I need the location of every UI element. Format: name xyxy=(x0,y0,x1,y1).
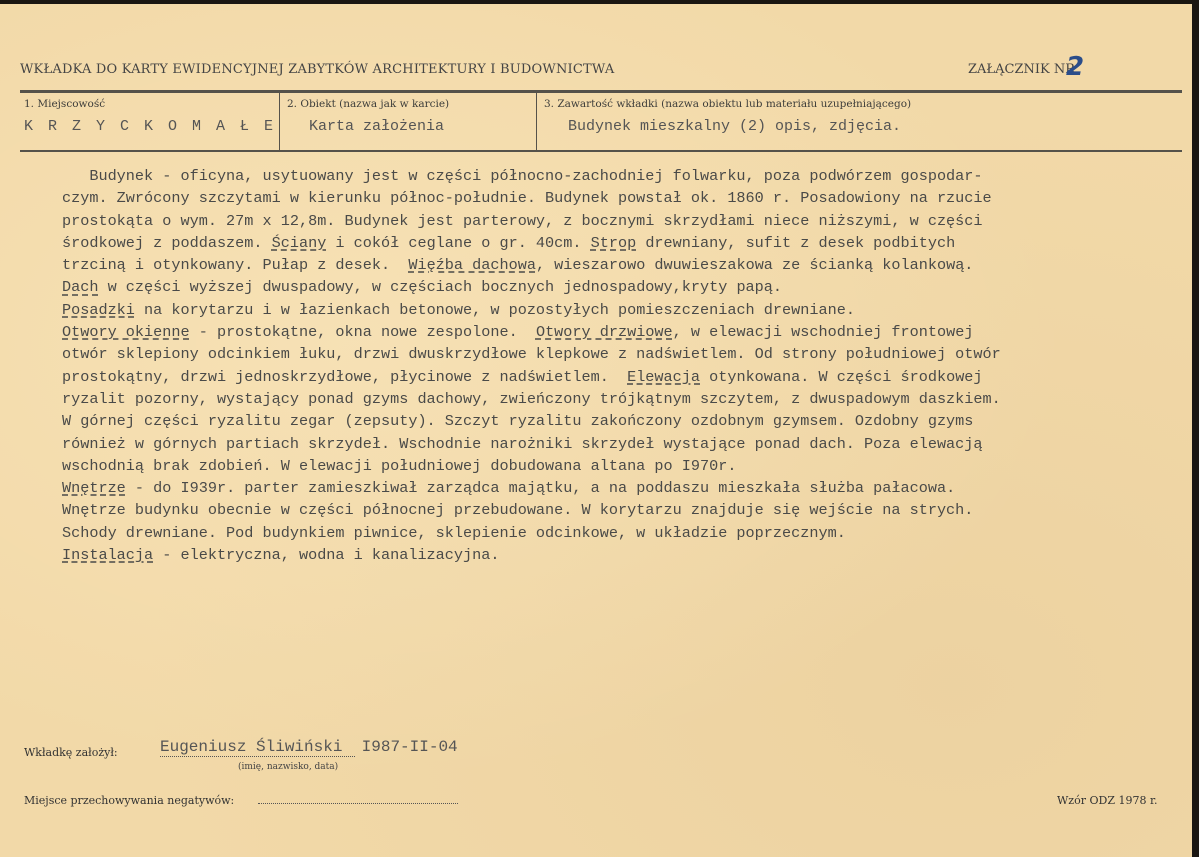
text-run: Schody drewniane. Pod budynkiem piwnice, sklepienie odcinkowe, w układzie poprzecznym. xyxy=(62,523,846,542)
text-line xyxy=(62,544,1182,566)
section-heading: Dach xyxy=(62,278,99,297)
field-divider xyxy=(536,93,537,150)
section-heading: Wnętrze xyxy=(62,479,126,498)
document-title: WKŁADKA DO KARTY EWIDENCYJNEJ ZABYTKÓW ARCHITEKTURY I BUDOWNICTWA xyxy=(20,62,615,77)
text-run: czym. Zwrócony szczytami w kierunku północ-południe. Budynek powstał ok. 1860 r. Posadowiony na rzucie xyxy=(62,189,992,208)
text-run: - do I939r. parter zamieszkiwał zarządca majątku, a na poddaszu mieszkała służba pałacowa. xyxy=(125,479,956,498)
author-dotted-line xyxy=(160,756,355,757)
text-run: na korytarzu i w łazienkach betonowe, w pozostyłych pomieszczeniach drewniane. xyxy=(134,300,855,319)
form-template-id: Wzór ODZ 1978 r. xyxy=(1057,794,1158,807)
text-run: środkowej z poddaszem. xyxy=(62,233,272,252)
text-line xyxy=(62,276,1182,298)
text-line xyxy=(62,210,1182,232)
field-label-contents: 3. Zawartość wkładki (nazwa obiektu lub materiału uzupełniającego) xyxy=(544,98,912,110)
text-run: otwór sklepiony odcinkiem łuku, drzwi dwuskrzydłowe klepkowe z nadświetlem. Od strony południowej otwór xyxy=(62,345,1001,364)
negatives-field[interactable] xyxy=(258,803,458,804)
field-value-locality[interactable]: K R Z Y C K O M A Ł E xyxy=(24,118,277,135)
text-run: również w górnych partiach skrzydeł. Wschodnie narożniki skrzydeł wystające ponad dach. Poza elewacją xyxy=(62,434,983,453)
section-heading: Więźba dachowa xyxy=(408,256,536,275)
text-line xyxy=(62,455,1182,477)
text-run: - prostokątne, okna nowe zespolone. xyxy=(189,323,536,342)
text-run: , wieszarowo dwuwieszakowa ze ścianką kolankową. xyxy=(535,256,974,275)
annex-label: ZAŁĄCZNIK NR xyxy=(968,62,1076,77)
text-run: prostokąta o wym. 27m x 12,8m. Budynek jest parterowy, z bocznymi skrzydłami niece niższymi, w części xyxy=(62,211,983,230)
section-heading: Otwory okienne xyxy=(62,323,190,342)
field-label-locality: 1. Miejscowość xyxy=(24,98,106,110)
text-line xyxy=(62,499,1182,521)
text-run: Wnętrze budynku obecnie w części północnej przebudowane. W korytarzu znajduje się wejście na strych. xyxy=(62,501,974,520)
section-heading: Instalacja xyxy=(62,546,154,565)
description-text xyxy=(62,165,1182,566)
text-run: Budynek - oficyna, usytuowany jest w części północno-zachodniej folwarku, poza podwórzem gospodar- xyxy=(89,167,983,185)
text-run: otynkowana. W części środkowej xyxy=(700,367,983,386)
text-line xyxy=(62,232,1182,254)
field-label-object: 2. Obiekt (nazwa jak w karcie) xyxy=(287,98,450,110)
text-run: W górnej części ryzalitu zegar (zepsuty). Szczyt ryzalitu zakończony ozdobnym gzymsem. Ozdobny gzyms xyxy=(62,412,974,431)
text-line xyxy=(62,410,1182,432)
section-heading: Posadzki xyxy=(62,300,135,319)
section-heading: Ściany xyxy=(271,233,327,252)
section-heading: Elewacja xyxy=(627,367,700,386)
text-run: trzciną i otynkowany. Pułap z desek. xyxy=(62,256,409,275)
text-run: ryzalit pozorny, wystający ponad gzyms dachowy, zwieńczony trójkątnym szczytem, z dwuspadowym daszkiem. xyxy=(62,389,1001,408)
text-line xyxy=(62,165,1182,187)
text-line xyxy=(62,522,1182,544)
section-heading: Otwory drzwiowe xyxy=(535,323,673,342)
text-line xyxy=(62,388,1182,410)
text-line xyxy=(62,366,1182,388)
text-line xyxy=(62,187,1182,209)
field-value-object[interactable]: Karta założenia xyxy=(309,118,445,135)
annex-number: 2 xyxy=(1066,52,1085,82)
header-rule-top xyxy=(20,90,1182,93)
author-label: Wkładkę założył: xyxy=(24,746,118,759)
text-line xyxy=(62,299,1182,321)
text-run: - elektryczna, wodna i kanalizacyjna. xyxy=(153,546,500,565)
text-line xyxy=(62,477,1182,499)
text-run: i cokół ceglane o gr. 40cm. xyxy=(326,233,591,252)
author-value[interactable]: Eugeniusz Śliwiński I987-II-04 xyxy=(160,738,458,756)
section-heading: Strop xyxy=(590,233,637,252)
text-line xyxy=(62,254,1182,276)
author-hint: (imię, nazwisko, data) xyxy=(238,762,339,772)
text-line xyxy=(62,321,1182,343)
header-rule-bottom xyxy=(20,150,1182,152)
text-run: wschodnią brak zdobień. W elewacji południowej dobudowana altana po I970r. xyxy=(62,456,737,475)
text-line xyxy=(62,433,1182,455)
text-run: , w elewacji wschodniej frontowej xyxy=(672,323,974,342)
text-run: prostokątny, drzwi jednoskrzydłowe, płycinowe z nadświetlem. xyxy=(62,367,628,386)
text-line xyxy=(62,343,1182,365)
negatives-label: Miejsce przechowywania negatywów: xyxy=(24,794,235,807)
text-run: w części wyższej dwuspadowy, w częściach bocznych jednospadowy,kryty papą. xyxy=(98,278,783,297)
document-sheet xyxy=(0,4,1192,857)
text-run: drewniany, sufit z desek podbitych xyxy=(636,233,956,252)
field-divider xyxy=(279,93,280,150)
field-value-contents[interactable]: Budynek mieszkalny (2) opis, zdjęcia. xyxy=(568,118,902,135)
